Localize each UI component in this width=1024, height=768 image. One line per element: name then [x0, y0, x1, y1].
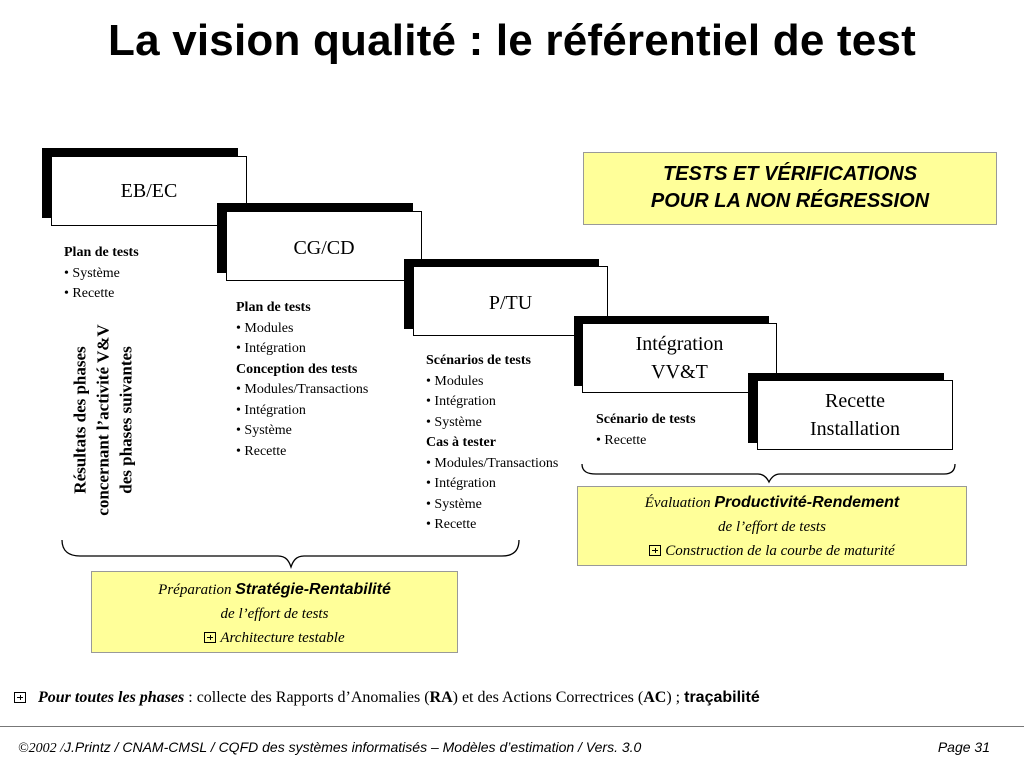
- bottom-tracabilite: traçabilité: [684, 689, 760, 706]
- page-number: Page 31: [937, 739, 990, 755]
- footer-divider: [0, 726, 1024, 727]
- notes-eb-heading: Plan de tests: [64, 245, 139, 260]
- eval-line3: [578, 539, 966, 563]
- bottom-text: ) ;: [666, 689, 685, 706]
- prep-line1: [92, 578, 457, 602]
- tests-box-line: TESTS ET VÉRIFICATIONS: [662, 163, 918, 185]
- notes-eb-item: • Recette: [64, 286, 115, 301]
- notes-cg-heading1: Plan de tests: [236, 300, 311, 315]
- slide-title: La vision qualité : le référentiel de test: [108, 16, 916, 65]
- notes-ptu-item: • Intégration: [426, 476, 496, 491]
- prep-line2: de l’effort de tests: [220, 606, 329, 622]
- notes-ptu-item: • Modules: [426, 373, 484, 389]
- phase-label-p-tu: P/TU: [488, 292, 533, 314]
- boxed-plus-icon: [204, 632, 216, 643]
- prep-line3-text: Architecture testable: [220, 630, 345, 646]
- notes-cg-heading2: Conception des tests: [236, 361, 358, 377]
- bottom-ra: RA: [429, 689, 453, 706]
- vertical-text-line: concernant l’activité V&V: [93, 324, 113, 516]
- phase-label-installation: Installation: [810, 418, 900, 440]
- phase-label-vvt: VV&T: [651, 361, 708, 383]
- phase-label-eb-ec: EB/EC: [120, 180, 178, 202]
- notes-cg-item: • Recette: [236, 443, 287, 459]
- boxed-plus-icon: [649, 545, 661, 556]
- notes-ptu-item: • Système: [426, 414, 482, 430]
- eval-line1: [578, 491, 966, 515]
- bottom-note: [14, 689, 760, 707]
- notes-ptu-item: • Intégration: [426, 394, 496, 409]
- notes-integ-item: • Recette: [596, 432, 647, 448]
- notes-cg-item: • Modules: [236, 320, 294, 336]
- footer-copyright: ©2002 /: [18, 741, 65, 756]
- vertical-text-line: des phases suivantes: [116, 346, 136, 494]
- curly-brace-left: [62, 540, 519, 567]
- footer-text: [18, 739, 641, 757]
- notes-cg-item: • Modules/Transactions: [236, 382, 369, 397]
- bottom-text: : collecte des Rapports d’Anomalies (: [184, 689, 430, 706]
- notes-cg-item: • Intégration: [236, 341, 306, 356]
- notes-ptu-item: • Recette: [426, 517, 477, 532]
- preparation-box: [91, 571, 458, 653]
- notes-integ-heading: Scénario de tests: [596, 412, 696, 427]
- bottom-ac: AC: [643, 689, 667, 706]
- bottom-lead: Pour toutes les phases: [38, 689, 185, 706]
- eval-line2: de l’effort de tests: [718, 519, 826, 535]
- eval-lead: Évaluation: [644, 495, 711, 511]
- phase-label-cg-cd: CG/CD: [293, 237, 355, 259]
- notes-ptu-heading2: Cas à tester: [426, 435, 496, 450]
- notes-ptu-heading1: Scénarios de tests: [426, 353, 531, 368]
- bottom-text: ) et des Actions Correctrices (: [452, 689, 644, 706]
- tests-verifications-box: [583, 152, 997, 225]
- notes-cg-item: • Système: [236, 423, 292, 438]
- notes-eb-item: • Système: [64, 265, 120, 281]
- evaluation-box: [577, 486, 967, 566]
- curly-brace-right: [582, 464, 955, 482]
- notes-cg-item: • Intégration: [236, 402, 306, 418]
- prep-emphasis: Stratégie-Rentabilité: [235, 581, 391, 598]
- tests-box-line: POUR LA NON RÉGRESSION: [650, 190, 930, 212]
- phase-label-recette: Recette: [825, 390, 885, 412]
- phase-label-integration: Intégration: [635, 333, 724, 355]
- eval-line3-text: Construction de la courbe de maturité: [665, 543, 895, 559]
- boxed-plus-icon: [14, 692, 26, 703]
- prep-line3: [92, 626, 457, 650]
- eval-emphasis: Productivité-Rendement: [714, 494, 900, 511]
- notes-ptu-item: • Système: [426, 496, 482, 512]
- vertical-text-line: Résultats des phases: [70, 346, 90, 494]
- prep-lead: Préparation: [158, 582, 232, 598]
- footer-credits: J.Printz / CNAM-CMSL / CQFD des systèmes informatisés – Modèles d’estimation / Vers. 3.0: [64, 739, 642, 755]
- notes-ptu-item: • Modules/Transactions: [426, 455, 559, 471]
